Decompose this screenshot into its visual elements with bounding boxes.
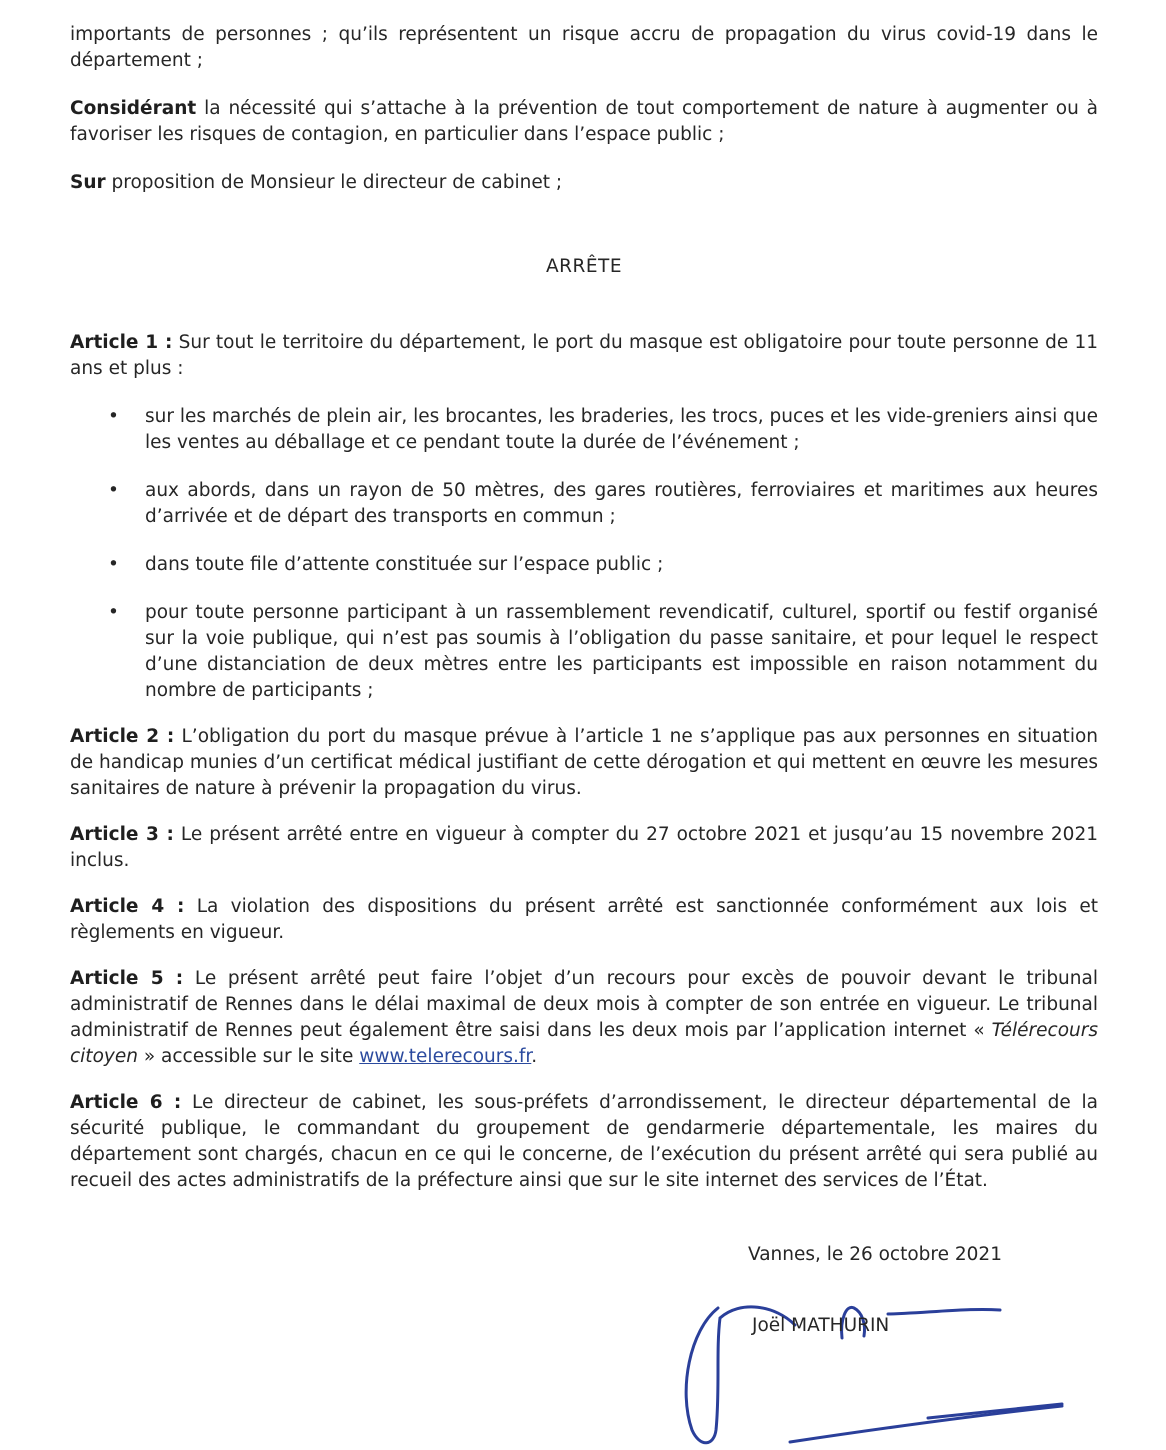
article-2: Article 2 : L’obligation du port du masque prévue à l’article 1 ne s’applique pas aux personnes en situation de handicap munies d’un certificat médical justifiant de cette dérogation et qui mettent en œuvre les mesures sanitaires de nature à prévenir la propagation du virus. xyxy=(70,726,1098,799)
signer-name: Joël MATHURIN xyxy=(752,1315,890,1336)
decree-title: ARRÊTE xyxy=(545,256,623,277)
decree-body xyxy=(70,22,1098,1194)
article-3-lead: Article 3 : xyxy=(70,824,174,845)
article-5: Article 5 : Le présent arrêté peut faire l’objet d’un recours pour excès de pouvoir devant le tribunal administratif de Rennes dans le délai maximal de deux mois à compter de son entrée en vigueur. Le tribunal administratif de Rennes peut également être saisi dans les deux mois par l’application internet « Télérecours citoyen » accessible sur le site www.telerecours.fr. xyxy=(70,968,1098,1067)
article-4: Article 4 : La violation des dispositions du présent arrêté est sanctionnée conformément aux lois et règlements en vigueur. xyxy=(70,896,1098,943)
proposition-paragraph: Sur proposition de Monsieur le directeur de cabinet ; xyxy=(70,172,563,193)
list-item: • pour toute personne participant à un rassemblement revendicatif, culturel, sportif ou festif organisé sur la voie publique, qui n’est pas soumis à l’obligation du passe sanitaire, et pour lequel le respect d’une distanciation de deux mètres entre les participants est impossible en raison notamment du nombre de participants ; xyxy=(108,602,1098,701)
sur-lead: Sur xyxy=(70,172,106,193)
article-4-lead: Article 4 : xyxy=(70,896,185,917)
list-item: • aux abords, dans un rayon de 50 mètres, des gares routières, ferroviaires et maritimes aux heures d’arrivée et de départ des transports en commun ; xyxy=(108,480,1098,527)
article-6-lead: Article 6 : xyxy=(70,1092,182,1113)
telerecours-link[interactable]: www.telerecours.fr xyxy=(359,1046,532,1067)
article-5-lead: Article 5 : xyxy=(70,968,184,989)
telerecours-name: Télérecours citoyen xyxy=(70,1020,1098,1067)
article-3: Article 3 : Le présent arrêté entre en vigueur à compter du 27 octobre 2021 et jusqu’au 15 novembre 2021 inclus. xyxy=(70,824,1098,871)
considerant-lead: Considérant xyxy=(70,98,197,119)
intro-paragraph: importants de personnes ; qu’ils représentent un risque accru de propagation du virus covid-19 dans le département ; xyxy=(70,24,1098,71)
article-1-lead: Article 1 : xyxy=(70,332,173,353)
considerant-paragraph: Considérant la nécessité qui s’attache à la prévention de tout comportement de nature à augmenter ou à favoriser les risques de contagion, en particulier dans l’espace public ; xyxy=(70,98,1098,145)
list-item: • sur les marchés de plein air, les brocantes, les braderies, les trocs, puces et les vide-greniers ainsi que les ventes au déballage et ce pendant toute la durée de l’événement ; xyxy=(108,406,1098,453)
place-date: Vannes, le 26 octobre 2021 xyxy=(748,1244,1002,1265)
article-2-lead: Article 2 : xyxy=(70,726,175,747)
article-1-list xyxy=(70,404,1098,704)
list-item: • dans toute file d’attente constituée sur l’espace public ; xyxy=(108,554,664,575)
article-6: Article 6 : Le directeur de cabinet, les sous-préfets d’arrondissement, le directeur départemental de la sécurité publique, le commandant du groupement de gendarmerie départementale, les maires du département sont chargés, chacun en ce qui le concerne, de l’exécution du présent arrêté qui sera publié au recueil des actes administratifs de la préfecture ainsi que sur le site internet des services de l’État. xyxy=(70,1092,1098,1191)
article-1: Article 1 : Sur tout le territoire du département, le port du masque est obligatoire pour toute personne de 11 ans et plus : xyxy=(70,332,1098,379)
